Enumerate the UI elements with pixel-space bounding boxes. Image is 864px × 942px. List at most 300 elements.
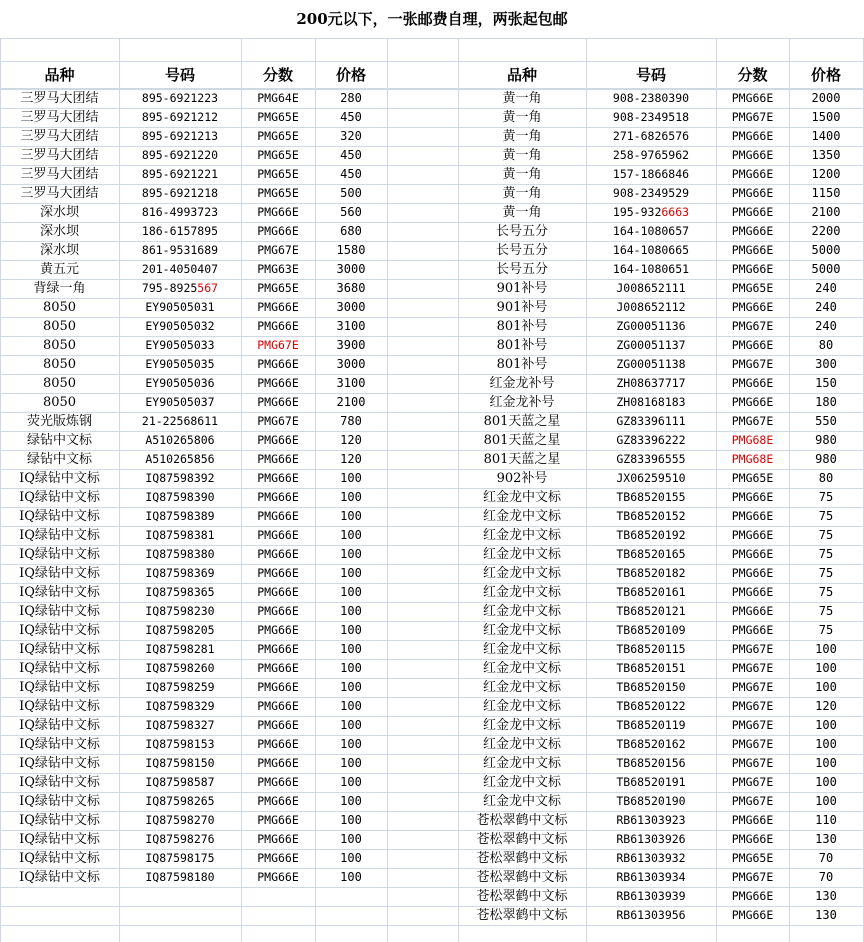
right-row-grade: PMG67E [731,718,774,732]
left-row-number: IQ87598180 [145,870,215,884]
right-row-number: TB68520151 [616,661,686,675]
right-row-grade: PMG67E [731,110,774,124]
left-row-grade: PMG66E [257,699,299,713]
right-row-grade: PMG65E [731,471,774,485]
left-row-variety: 8050 [42,395,77,410]
row-gridline [0,38,864,39]
right-row-number: TB68520115 [616,642,686,656]
left-row-number: IQ87598205 [145,623,215,637]
left-row-price: 100 [340,642,362,656]
right-row-variety: 901补号 [496,281,548,296]
left-row-price: 100 [340,471,362,485]
left-row-number: EY90505037 [145,395,215,409]
right-row-price: 100 [815,661,837,675]
left-row-grade: PMG66E [257,794,299,808]
right-row-number: GZ83396111 [616,414,686,428]
left-row-grade: PMG65E [257,167,299,181]
right-row-number: RB61303932 [616,851,686,865]
left-row-variety: IQ绿钻中文标 [19,680,100,695]
right-row-number: TB68520162 [616,737,686,751]
right-row-price: 75 [818,547,834,561]
right-row-grade: PMG66E [731,395,774,409]
left-row-grade: PMG66E [257,319,299,333]
right-row-variety: 苍松翠鹤中文标 [476,908,568,923]
left-row-number: 895-6921220 [141,148,219,162]
right-row-price: 100 [815,680,837,694]
right-row-grade: PMG66E [731,91,774,105]
right-row-number: ZG00051137 [616,338,686,352]
right-row-number: J008652112 [616,300,686,314]
left-row-variety: 三罗马大团结 [20,129,99,144]
left-row-price: 500 [340,186,362,200]
left-row-variety: 深水坝 [39,224,79,239]
left-row-number: IQ87598281 [145,642,215,656]
right-row-grade: PMG66E [731,623,774,637]
left-row-price: 100 [340,813,362,827]
left-row-price: 450 [340,110,362,124]
number-prefix: 195-932 [612,205,662,219]
right-row-number: 164-1080665 [612,243,690,257]
left-row-number: 816-4993723 [141,205,219,219]
right-row-price: 75 [818,585,834,599]
right-row-grade: PMG66E [731,813,774,827]
left-row-price: 100 [340,756,362,770]
right-row-variety: 黄一角 [502,129,542,144]
left-row-price: 1580 [336,243,366,257]
right-row-number: TB68520150 [616,680,686,694]
right-row-variety: 801补号 [496,338,548,353]
left-row-grade: PMG66E [257,737,299,751]
right-row-price: 130 [815,908,837,922]
right-row-price: 110 [815,813,837,827]
right-row-price: 70 [818,870,834,884]
left-row-number: IQ87598369 [145,566,215,580]
right-row-number: RB61303926 [616,832,686,846]
right-row-number: TB68520155 [616,490,686,504]
right-row-variety: 长号五分 [495,224,548,239]
right-row-grade: PMG67E [731,680,774,694]
right-row-variety: 红金龙中文标 [482,794,561,809]
left-header-price: 价格 [335,66,366,84]
left-row-grade: PMG67E [257,243,299,257]
left-row-grade: PMG66E [257,547,299,561]
left-row-price: 780 [340,414,362,428]
left-row-number: A510265806 [145,433,215,447]
left-row-number: 186-6157895 [141,224,219,238]
right-row-price: 100 [815,775,837,789]
left-row-grade: PMG66E [257,205,299,219]
left-row-grade: PMG67E [257,414,299,428]
right-row-price: 100 [815,718,837,732]
right-row-grade: PMG66E [731,224,774,238]
left-row-price: 100 [340,737,362,751]
left-row-variety: IQ绿钻中文标 [19,623,100,638]
left-row-number: 21-22568611 [141,414,219,428]
left-row-number: IQ87598327 [145,718,215,732]
right-row-grade: PMG67E [731,756,774,770]
left-row-price: 100 [340,832,362,846]
left-row-grade: PMG66E [257,395,299,409]
left-row-variety: IQ绿钻中文标 [19,737,100,752]
right-row-price: 80 [818,471,834,485]
right-row-number: ZH08637717 [616,376,686,390]
left-row-price: 3680 [336,281,366,295]
left-row-variety: IQ绿钻中文标 [19,547,100,562]
right-row-number: GZ83396222 [616,433,686,447]
left-row-price: 3000 [336,357,366,371]
right-row-price: 180 [815,395,837,409]
left-row-number: 895-6921212 [141,110,219,124]
right-row-variety: 红金龙中文标 [482,490,561,505]
right-header-number: 号码 [635,66,666,84]
left-row-price: 100 [340,794,362,808]
left-row-grade: PMG66E [257,680,299,694]
right-row-variety: 黄一角 [502,186,542,201]
left-row-price: 560 [340,205,362,219]
right-row-number: TB68520119 [616,718,686,732]
left-row-grade: PMG65E [257,281,299,295]
left-row-variety: IQ绿钻中文标 [19,509,100,524]
left-row-grade: PMG66E [257,813,299,827]
right-row-price: 100 [815,756,837,770]
right-row-number: 908-2380390 [612,91,690,105]
left-row-number [119,279,241,298]
right-row-grade: PMG66E [731,585,774,599]
right-row-price: 1350 [811,148,841,162]
right-row-price: 120 [815,699,837,713]
left-row-variety: 绿钻中文标 [26,452,92,467]
left-row-number: 861-9531689 [141,243,219,257]
right-row-grade: PMG67E [731,414,774,428]
left-row-price: 100 [340,528,362,542]
right-row-price: 1400 [811,129,841,143]
left-row-number: IQ87598380 [145,547,215,561]
left-header-grade: 分数 [262,66,293,84]
left-row-grade: PMG66E [257,604,299,618]
right-row-price: 5000 [811,243,841,257]
right-row-grade: PMG67E [731,642,774,656]
left-row-variety: IQ绿钻中文标 [19,851,100,866]
left-row-variety: 8050 [42,300,77,315]
left-row-grade: PMG66E [257,509,299,523]
right-row-variety: 801天蓝之星 [483,414,561,429]
right-row-number: 258-9765962 [612,148,690,162]
left-row-variety: IQ绿钻中文标 [19,490,100,505]
left-row-number: IQ87598260 [145,661,215,675]
right-row-grade: PMG68E [731,452,774,466]
left-row-variety: 三罗马大团结 [20,110,99,125]
right-row-grade: PMG66E [731,908,774,922]
right-row-number: 157-1866846 [612,167,690,181]
sheet-title: 200元以下，一张邮费自理，两张起包邮 [296,10,568,28]
right-row-variety: 红金龙中文标 [482,566,561,581]
left-row-grade: PMG66E [257,718,299,732]
left-row-number: IQ87598381 [145,528,215,542]
left-row-variety: IQ绿钻中文标 [19,642,100,657]
left-row-variety: 背绿一角 [33,281,86,296]
right-row-price: 2100 [811,205,841,219]
right-row-variety: 801天蓝之星 [483,433,561,448]
right-row-grade: PMG66E [731,566,774,580]
left-row-grade: PMG66E [257,224,299,238]
left-row-grade: PMG66E [257,661,299,675]
right-row-variety: 红金龙中文标 [482,509,561,524]
left-row-number: IQ87598392 [145,471,215,485]
right-row-number: TB68520152 [616,509,686,523]
right-row-variety: 苍松翠鹤中文标 [476,870,568,885]
left-row-price: 120 [340,433,362,447]
right-row-grade: PMG66E [731,167,774,181]
left-row-variety: IQ绿钻中文标 [19,718,100,733]
left-row-variety: IQ绿钻中文标 [19,813,100,828]
left-row-number: 895-6921218 [141,186,219,200]
right-row-variety: 红金龙中文标 [482,699,561,714]
left-row-grade: PMG66E [257,300,299,314]
right-row-variety: 红金龙中文标 [482,604,561,619]
number-highlight: 6663 [661,205,690,219]
left-row-variety: 8050 [42,357,77,372]
right-row-grade: PMG68E [731,433,774,447]
left-row-grade: PMG64E [257,91,299,105]
left-row-grade: PMG65E [257,186,299,200]
left-row-price: 100 [340,661,362,675]
left-row-price: 100 [340,547,362,561]
right-row-variety: 黄一角 [502,167,542,182]
right-row-grade: PMG66E [731,243,774,257]
right-row-price: 100 [815,794,837,808]
right-row-number: 164-1080657 [612,224,690,238]
right-row-number [586,203,716,222]
left-row-variety: IQ绿钻中文标 [19,756,100,771]
left-row-variety: IQ绿钻中文标 [19,661,100,676]
right-header-variety: 品种 [506,66,537,84]
right-header-grade: 分数 [737,66,768,84]
right-row-grade: PMG65E [731,281,774,295]
right-row-variety: 红金龙中文标 [482,528,561,543]
right-row-number: RB61303939 [616,889,686,903]
left-row-price: 3100 [336,319,366,333]
left-row-number: EY90505031 [145,300,215,314]
left-row-number: IQ87598365 [145,585,215,599]
left-row-variety: 8050 [42,338,77,353]
right-row-grade: PMG66E [731,509,774,523]
right-row-price: 1150 [811,186,841,200]
left-row-variety: IQ绿钻中文标 [19,528,100,543]
right-row-grade: PMG66E [731,547,774,561]
left-row-number: 895-6921221 [141,167,219,181]
left-row-variety: 深水坝 [39,205,79,220]
right-row-grade: PMG66E [731,338,774,352]
right-row-grade: PMG66E [731,300,774,314]
left-row-price: 100 [340,680,362,694]
left-row-variety: IQ绿钻中文标 [19,585,100,600]
right-row-variety: 红金龙补号 [489,376,555,391]
left-row-variety: 三罗马大团结 [20,91,99,106]
right-row-number: ZH08168183 [616,395,686,409]
right-row-grade: PMG66E [731,129,774,143]
right-row-price: 980 [815,452,837,466]
left-row-number: IQ87598587 [145,775,215,789]
right-row-grade: PMG67E [731,699,774,713]
left-row-number: A510265856 [145,452,215,466]
left-row-number: 201-4050407 [141,262,219,276]
left-row-number: EY90505035 [145,357,215,371]
right-row-variety: 红金龙中文标 [482,718,561,733]
right-row-price: 75 [818,490,834,504]
right-row-grade: PMG66E [731,186,774,200]
right-header-price: 价格 [810,66,841,84]
right-row-variety: 黄一角 [502,205,542,220]
right-row-variety: 红金龙中文标 [482,775,561,790]
right-row-price: 2000 [811,91,841,105]
left-row-number: EY90505033 [145,338,215,352]
right-row-price: 240 [815,319,837,333]
right-row-number: TB68520192 [616,528,686,542]
right-row-variety: 长号五分 [495,262,548,277]
left-row-variety: 三罗马大团结 [20,148,99,163]
right-row-number: TB68520109 [616,623,686,637]
left-row-price: 100 [340,718,362,732]
left-row-grade: PMG66E [257,357,299,371]
right-row-variety: 801补号 [496,357,548,372]
left-row-variety: IQ绿钻中文标 [19,832,100,847]
right-row-grade: PMG66E [731,376,774,390]
left-row-number: IQ87598230 [145,604,215,618]
left-row-price: 100 [340,585,362,599]
left-row-variety: IQ绿钻中文标 [19,604,100,619]
right-row-price: 100 [815,642,837,656]
left-row-price: 100 [340,870,362,884]
right-row-grade: PMG66E [731,262,774,276]
right-row-number: TB68520156 [616,756,686,770]
left-row-price: 100 [340,623,362,637]
left-row-number: 895-6921223 [141,91,219,105]
right-row-price: 75 [818,528,834,542]
left-row-variety: IQ绿钻中文标 [19,699,100,714]
right-row-price: 980 [815,433,837,447]
left-row-price: 3000 [336,300,366,314]
left-row-number: IQ87598276 [145,832,215,846]
right-row-number: ZG00051136 [616,319,686,333]
right-row-variety: 苍松翠鹤中文标 [476,832,568,847]
right-row-number: 164-1080651 [612,262,690,276]
left-row-number: EY90505032 [145,319,215,333]
left-row-price: 100 [340,775,362,789]
right-row-grade: PMG67E [731,357,774,371]
right-row-number: 908-2349529 [612,186,690,200]
right-row-variety: 红金龙中文标 [482,585,561,600]
left-row-variety: IQ绿钻中文标 [19,471,100,486]
left-row-grade: PMG66E [257,528,299,542]
right-row-variety: 黄一角 [502,91,542,106]
right-row-price: 75 [818,604,834,618]
right-row-variety: 901补号 [496,300,548,315]
right-row-grade: PMG67E [731,737,774,751]
right-row-number: 271-6826576 [612,129,690,143]
right-row-price: 1500 [811,110,841,124]
right-row-price: 2200 [811,224,841,238]
left-row-number: IQ87598153 [145,737,215,751]
right-row-grade: PMG67E [731,794,774,808]
right-row-price: 240 [815,300,837,314]
right-row-price: 550 [815,414,837,428]
right-row-number: RB61303934 [616,870,686,884]
right-row-price: 75 [818,566,834,580]
left-row-number: 895-6921213 [141,129,219,143]
right-row-number: JX06259510 [616,471,686,485]
right-row-price: 1200 [811,167,841,181]
right-row-variety: 苍松翠鹤中文标 [476,813,568,828]
number-prefix: 795-8925 [141,281,198,295]
right-row-number: TB68520121 [616,604,686,618]
left-row-grade: PMG66E [257,623,299,637]
left-row-grade: PMG67E [257,338,299,352]
left-row-variety: 绿钻中文标 [26,433,92,448]
number-highlight: 567 [197,281,219,295]
left-row-variety: 三罗马大团结 [20,186,99,201]
left-row-grade: PMG66E [257,566,299,580]
row-gridline [0,61,864,62]
right-row-grade: PMG67E [731,870,774,884]
left-row-price: 2100 [336,395,366,409]
right-row-variety: 红金龙中文标 [482,756,561,771]
right-row-variety: 红金龙中文标 [482,642,561,657]
left-row-number: IQ87598259 [145,680,215,694]
left-row-price: 3100 [336,376,366,390]
right-row-number: 908-2349518 [612,110,690,124]
right-row-number: TB68520182 [616,566,686,580]
left-row-grade: PMG66E [257,870,299,884]
left-row-grade: PMG66E [257,585,299,599]
left-row-number: IQ87598265 [145,794,215,808]
left-row-price: 120 [340,452,362,466]
right-row-variety: 黄一角 [502,148,542,163]
left-row-grade: PMG66E [257,832,299,846]
left-row-price: 100 [340,566,362,580]
right-row-variety: 红金龙中文标 [482,661,561,676]
right-row-grade: PMG66E [731,889,774,903]
right-row-number: ZG00051138 [616,357,686,371]
left-row-price: 320 [340,129,362,143]
right-row-price: 300 [815,357,837,371]
right-row-variety: 红金龙中文标 [482,623,561,638]
right-row-variety: 红金龙中文标 [482,737,561,752]
left-row-price: 3900 [336,338,366,352]
right-row-price: 80 [818,338,834,352]
right-row-grade: PMG66E [731,205,774,219]
right-row-price: 240 [815,281,837,295]
left-row-grade: PMG66E [257,490,299,504]
right-row-price: 75 [818,623,834,637]
left-row-variety: IQ绿钻中文标 [19,566,100,581]
left-row-grade: PMG66E [257,376,299,390]
right-row-number: TB68520165 [616,547,686,561]
right-row-price: 130 [815,889,837,903]
right-row-price: 75 [818,509,834,523]
right-row-price: 130 [815,832,837,846]
left-row-number: IQ87598329 [145,699,215,713]
left-row-variety: 8050 [42,376,77,391]
left-row-variety: 8050 [42,319,77,334]
column-gridline [387,38,388,942]
right-row-number: TB68520161 [616,585,686,599]
right-row-grade: PMG66E [731,604,774,618]
left-row-grade: PMG66E [257,756,299,770]
right-row-number: TB68520122 [616,699,686,713]
left-row-number: IQ87598270 [145,813,215,827]
right-row-grade: PMG66E [731,832,774,846]
left-row-grade: PMG66E [257,642,299,656]
